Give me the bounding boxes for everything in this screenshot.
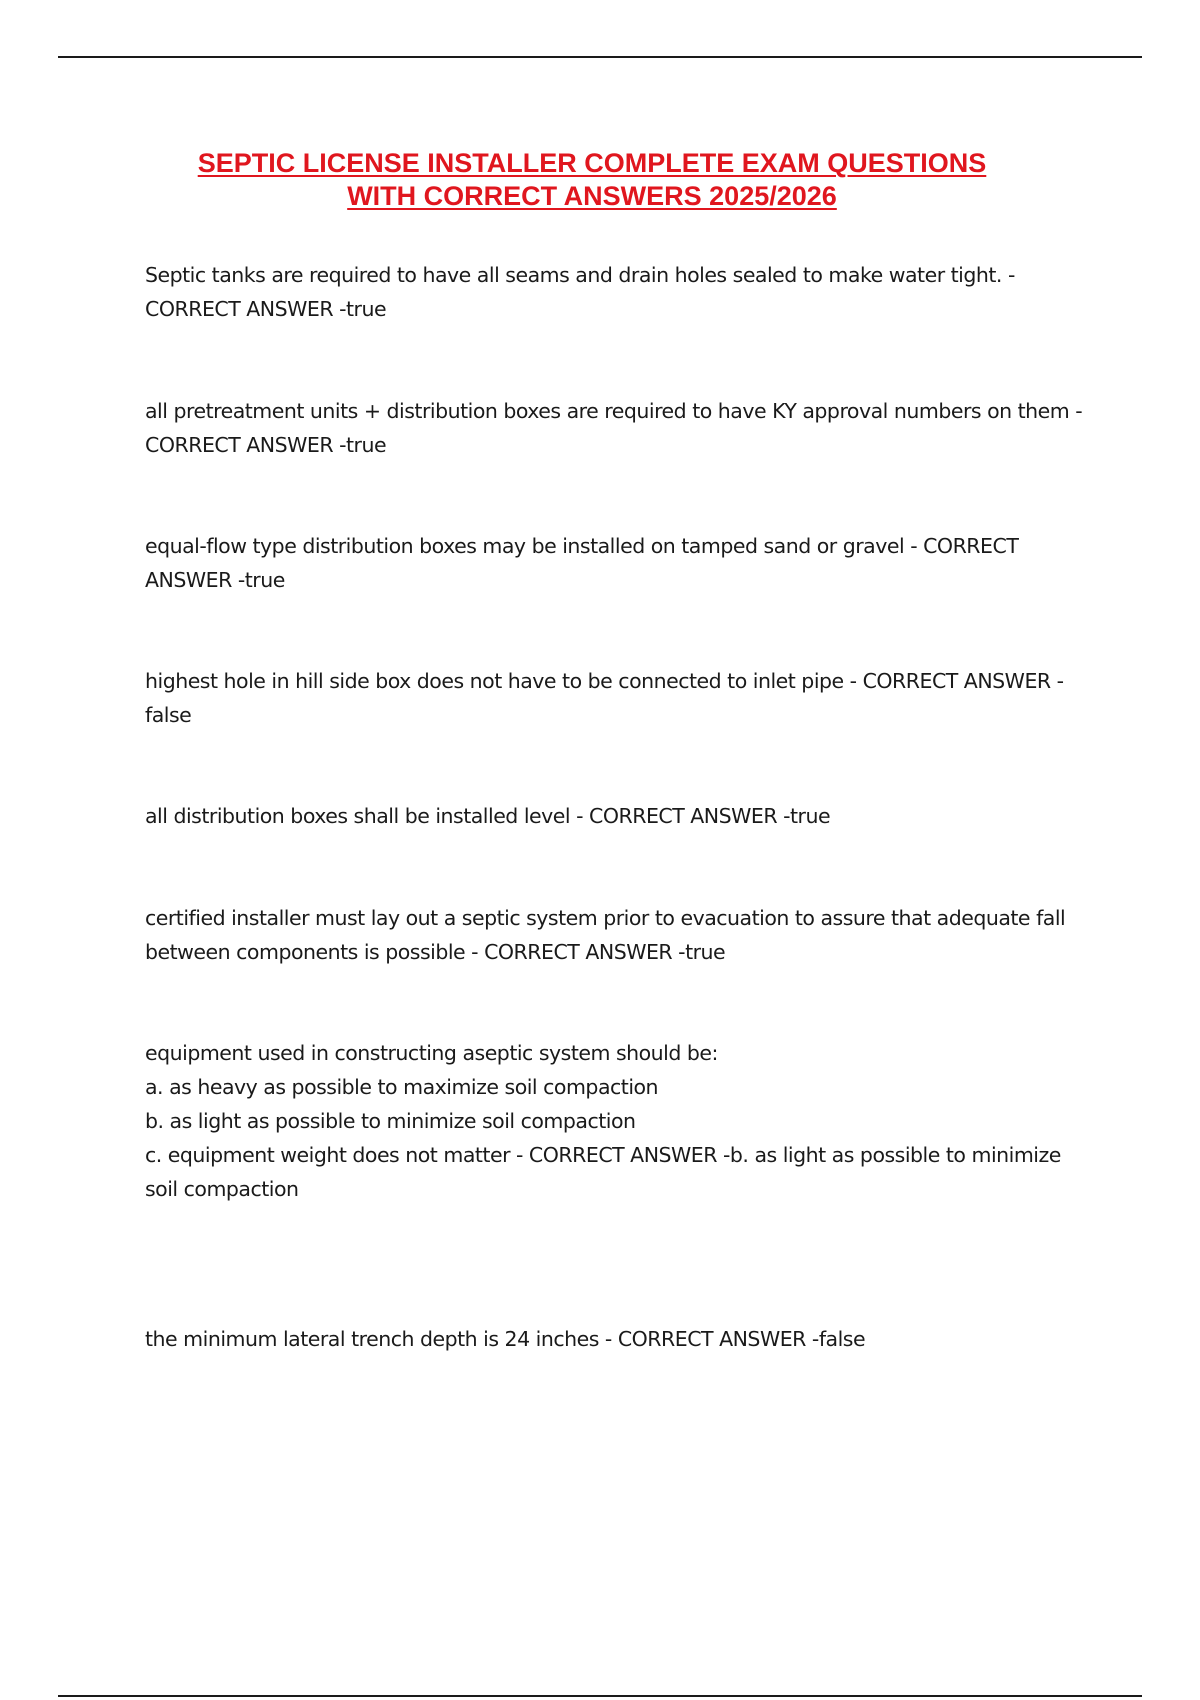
bottom-rule [58,1695,1142,1697]
qa-option-b: b. as light as possible to minimize soil compaction [145,1109,636,1133]
top-rule [58,56,1142,58]
qa-question: equipment used in constructing aseptic system should be: [145,1041,718,1065]
qa-item-6 [145,901,1085,969]
page-title [0,147,1184,213]
qa-text: highest hole in hill side box does not have to be connected to inlet pipe - CORRECT ANSWER - false [145,669,1064,727]
qa-option-c: c. equipment weight does not matter - CORRECT ANSWER -b. as light as possible to minimize soil compaction [145,1143,1061,1201]
qa-item-5 [145,799,1085,833]
qa-text: all distribution boxes shall be installed level - CORRECT ANSWER -true [145,804,831,828]
qa-item-4 [145,664,1085,732]
qa-item-3 [145,529,1085,597]
qa-option-a: a. as heavy as possible to maximize soil compaction [145,1075,659,1099]
title-line-1: SEPTIC LICENSE INSTALLER COMPLETE EXAM QUESTIONS [197,148,987,178]
qa-item-7 [145,1036,1085,1206]
title-line-2: WITH CORRECT ANSWERS 2025/2026 [347,181,837,211]
qa-item-2 [145,394,1085,462]
qa-item-1 [145,258,1085,326]
qa-item-8 [145,1322,1085,1356]
qa-text: all pretreatment units + distribution boxes are required to have KY approval numbers on them - CORRECT ANSWER -true [145,399,1083,457]
qa-text: equal-flow type distribution boxes may be installed on tamped sand or gravel - CORRECT ANSWER -true [145,534,1019,592]
qa-text: certified installer must lay out a septic system prior to evacuation to assure that adequate fall between components is possible - CORRECT ANSWER -true [145,906,1066,964]
qa-text: Septic tanks are required to have all seams and drain holes sealed to make water tight. - CORRECT ANSWER -true [145,263,1015,321]
qa-text: the minimum lateral trench depth is 24 inches - CORRECT ANSWER -false [145,1327,866,1351]
